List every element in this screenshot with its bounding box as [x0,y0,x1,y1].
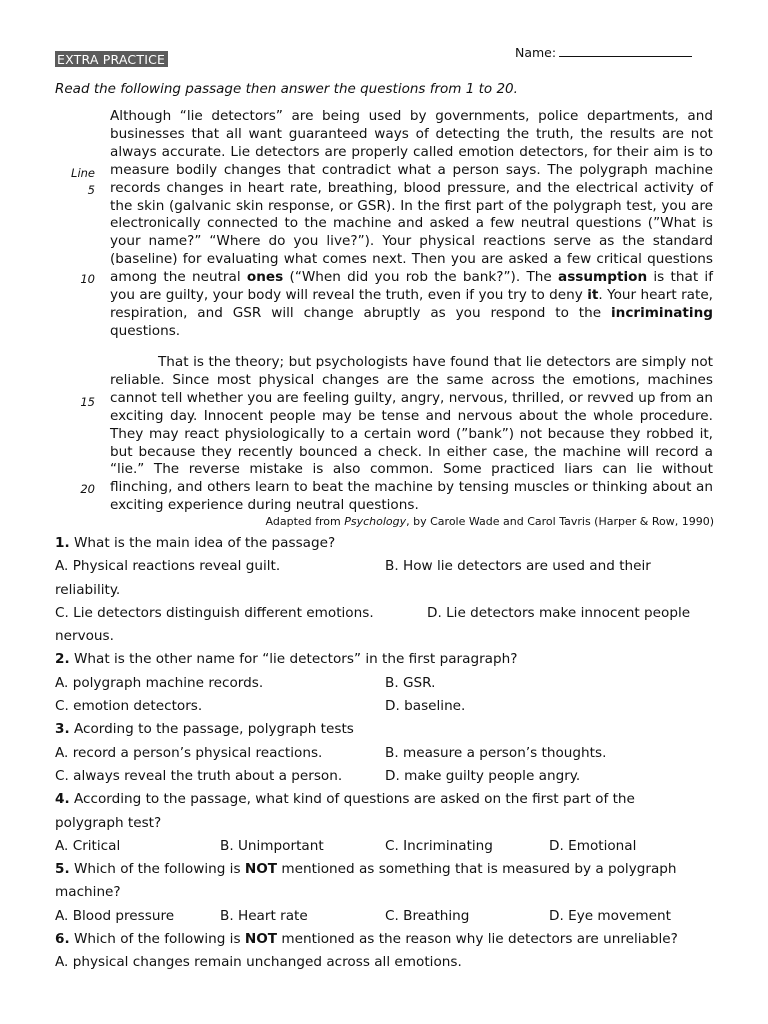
q2-option-b[interactable]: B. GSR. [385,674,436,691]
question-4-stem: 4. According to the passage, what kind of questions are asked on the first part of the [55,791,635,808]
q2-option-d[interactable]: D. baseline. [385,698,466,715]
q3-option-a[interactable]: A. record a person’s physical reactions. [55,744,323,761]
q1-option-a[interactable]: A. Physical reactions reveal guilt. [55,558,281,575]
name-blank-line[interactable] [559,44,692,57]
q2-option-a[interactable]: A. polygraph machine records. [55,674,264,691]
question-5-stem-continued: machine? [55,884,121,901]
question-2-options-row-2 [55,695,715,718]
q4-option-b[interactable]: B. Unimportant [220,837,324,854]
question-3-options-row-1 [55,742,715,765]
question-1-options-row-2 [55,602,715,625]
q6-option-a[interactable]: A. physical changes remain unchanged across all emotions. [55,954,462,971]
q3-option-c[interactable]: C. always reveal the truth about a person. [55,767,343,784]
passage-paragraph-2: That is the theory; but psychologists have found that lie detectors are simply not reliable. Since most physical changes are the same across the emotions, machines cannot tell whether you are feeling guilty, angry, nervous, thrilled, or revved up from an exciting day. Innocent people may be tense and nervous about the whole procedure. They may react physiologically to a certain word (”bank”) not because they robbed it, but because they recently bounced a check. In either case, the machine will record a “lie.” The reverse mistake is also common. Some practiced liars can lie without flinching, and others learn to beat the machine by tensing muscles or thinking about an exciting experience during neutral questions. [110,354,713,514]
keyword-assumption: assumption [558,269,648,286]
questions-section [55,532,715,975]
q5-option-c[interactable]: C. Breathing [385,907,470,924]
q1-option-d-continued: nervous. [55,628,114,645]
question-1-stem: 1. What is the main idea of the passage? [55,535,336,551]
question-6-stem: 6. Which of the following is NOT mentioned as the reason why lie detectors are unreliable? [55,931,678,948]
line-number-20: 20 [80,482,95,496]
q1-option-c[interactable]: C. Lie detectors distinguish different emotions. [55,604,374,621]
q2-option-c[interactable]: C. emotion detectors. [55,698,203,715]
passage-paragraph-1: Although “lie detectors” are being used by governments, police departments, and businesses that all want guaranteed ways of detecting the truth, the results are not always accurate. Lie detectors are properly called emotion detectors, for their aim is to measure bodily changes that contradict what a person says. The polygraph machine records changes in heart rate, breathing, blood pressure, and the electrical activity of the skin (galvanic skin response, or GSR). In the first part of the polygraph test, you are electronically connected to the machine and asked a few neutral questions (”What is your name?” “Where do you live?”). Your physical reactions serve as the standard (baseline) for evaluating what comes next. Then you are asked a few critical questions among the neutral ones (“When did you rob the bank?”). The assumption is that if you are guilty, your body will reveal the truth, even if you try to deny it. Your heart rate, respiration, and GSR will change abruptly as you respond to the incriminating questions. [110,108,714,339]
question-2-stem: 2. What is the other name for “lie detectors” in the first paragraph? [55,651,518,668]
keyword-ones: ones [246,269,284,286]
keyword-incriminating: incriminating [611,304,713,321]
q4-option-a[interactable]: A. Critical [55,837,121,854]
worksheet-label: EXTRA PRACTICE [55,51,168,67]
line-number-5: 5 [87,183,95,197]
instructions: Read the following passage then answer the questions from 1 to 20. [55,81,518,97]
question-4-stem-continued: polygraph test? [55,814,162,831]
q5-option-b[interactable]: B. Heart rate [220,907,308,924]
question-3-stem: 3. Acording to the passage, polygraph tests [55,721,354,738]
question-5-options [55,905,715,928]
q4-option-c[interactable]: C. Incriminating [385,837,493,854]
q1-option-b[interactable]: B. How lie detectors are used and their [385,558,651,575]
question-3-options-row-2 [55,765,715,788]
q3-option-d[interactable]: D. make guilty people angry. [385,767,581,784]
line-label: Line [71,166,95,180]
q5-option-d[interactable]: D. Eye movement [549,907,671,924]
q5-option-a[interactable]: A. Blood pressure [55,907,175,924]
source-credit: Adapted from Psychology, by Carole Wade and Carol Tavris (Harper & Row, 1990) [265,515,714,528]
name-field[interactable] [515,44,692,60]
name-label: Name: [515,45,557,60]
q1-option-b-continued: reliability. [55,581,121,598]
q1-option-d[interactable]: D. Lie detectors make innocent people [427,604,691,621]
question-2-options-row-1 [55,672,715,695]
question-4-options [55,835,715,858]
question-6-options [55,951,715,974]
question-1-options-row-1 [55,555,715,578]
q4-option-d[interactable]: D. Emotional [549,837,637,854]
line-number-10: 10 [80,272,95,286]
keyword-it: it [587,287,599,304]
q3-option-b[interactable]: B. measure a person’s thoughts. [385,744,607,761]
line-number-15: 15 [80,395,95,409]
question-5-stem: 5. Which of the following is NOT mentioned as something that is measured by a polygraph [55,861,677,878]
